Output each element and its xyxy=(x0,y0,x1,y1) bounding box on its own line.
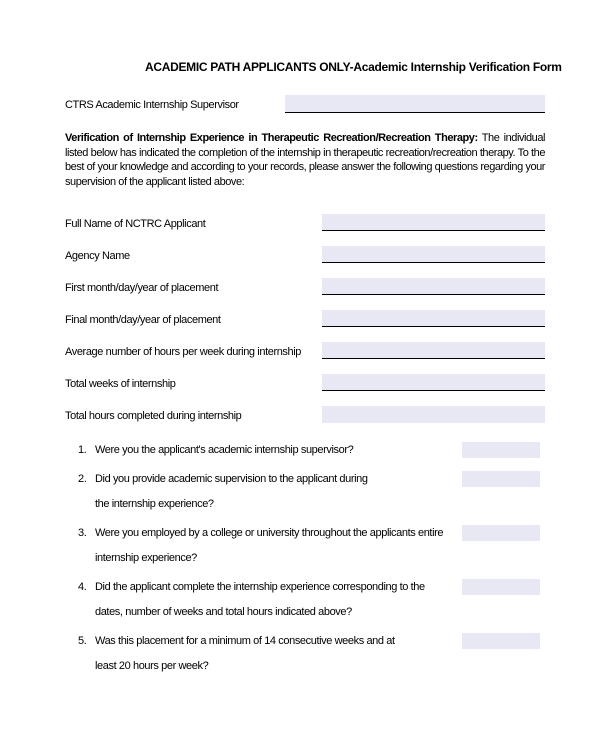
total-weeks-label: Total weeks of internship xyxy=(65,378,176,390)
supervisor-label: CTRS Academic Internship Supervisor xyxy=(65,99,239,111)
question-2-line-1: Did you provide academic supervision to the applicant during xyxy=(95,473,368,485)
question-5 xyxy=(65,629,545,679)
question-1-line-1: Were you the applicant's academic internship supervisor? xyxy=(95,444,354,456)
total-hours-label: Total hours completed during internship xyxy=(65,410,242,422)
intro-paragraph xyxy=(65,131,545,189)
questions-section xyxy=(65,438,545,679)
total-weeks-input[interactable] xyxy=(322,374,545,391)
field-row-agency-name xyxy=(65,246,545,263)
agency-name-label: Agency Name xyxy=(65,250,130,262)
first-placement-date-label: First month/day/year of placement xyxy=(65,282,219,294)
full-name-label: Full Name of NCTRC Applicant xyxy=(65,218,206,230)
question-5-number: 5. xyxy=(78,635,87,647)
question-4-line-1: Did the applicant complete the internship experience corresponding to the xyxy=(95,581,425,593)
question-1 xyxy=(65,438,545,463)
question-1-number: 1. xyxy=(78,444,87,456)
question-3-answer-box[interactable] xyxy=(462,525,540,541)
question-3-line-1: Were you employed by a college or university throughout the applicants entire xyxy=(95,527,444,539)
question-4 xyxy=(65,575,545,625)
question-2-number: 2. xyxy=(78,473,87,485)
question-4-line-2: dates, number of weeks and total hours indicated above? xyxy=(95,606,352,618)
question-5-line-1: Was this placement for a minimum of 14 consecutive weeks and at xyxy=(95,635,395,647)
agency-name-input[interactable] xyxy=(322,246,545,263)
total-hours-input[interactable] xyxy=(322,406,545,423)
final-placement-date-input[interactable] xyxy=(322,310,545,327)
supervisor-input[interactable] xyxy=(285,95,545,113)
question-2-line-2: the internship experience? xyxy=(95,498,214,510)
question-5-line-2: least 20 hours per week? xyxy=(95,660,209,672)
question-2 xyxy=(65,467,545,517)
question-4-answer-box[interactable] xyxy=(462,579,540,595)
question-1-answer-box[interactable] xyxy=(462,442,540,458)
intro-body: The individual listed below has indicated the completion of the internship in therapeutic recreation/recreation therapy. To the best of your knowledge and according to your records, please answer the following questions regarding your supervision of the applicant listed above: xyxy=(65,132,546,188)
final-placement-date-label: Final month/day/year of placement xyxy=(65,314,221,326)
question-3-number: 3. xyxy=(78,527,87,539)
average-hours-input[interactable] xyxy=(322,342,545,359)
field-row-total-hours xyxy=(65,406,545,423)
intro-bold-lead: Verification of Internship Experience in Therapeutic Recreation/Recreation Therapy: xyxy=(65,132,478,144)
field-row-average-hours xyxy=(65,342,545,359)
field-row-first-placement-date xyxy=(65,278,545,295)
supervisor-row xyxy=(65,95,545,113)
form-title: ACADEMIC PATH APPLICANTS ONLY-Academic Internship Verification Form xyxy=(145,60,562,74)
first-placement-date-input[interactable] xyxy=(322,278,545,295)
question-5-answer-box[interactable] xyxy=(462,633,540,649)
question-3 xyxy=(65,521,545,571)
field-row-final-placement-date xyxy=(65,310,545,327)
question-3-line-2: internship experience? xyxy=(95,552,197,564)
field-row-total-weeks xyxy=(65,374,545,391)
question-4-number: 4. xyxy=(78,581,87,593)
field-row-full-name xyxy=(65,214,545,231)
average-hours-label: Average number of hours per week during internship xyxy=(65,346,302,358)
full-name-input[interactable] xyxy=(322,214,545,231)
question-2-answer-box[interactable] xyxy=(462,471,540,487)
